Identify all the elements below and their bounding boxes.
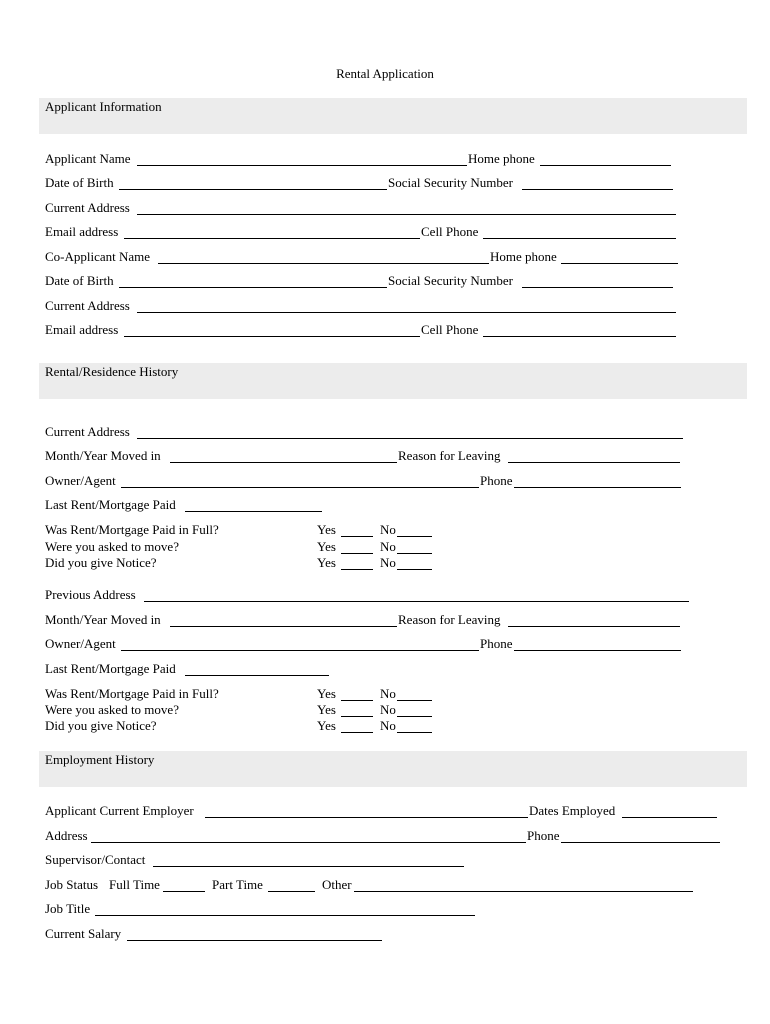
section-title-rental: Rental/Residence History: [45, 364, 179, 379]
row-employer-address: [45, 828, 725, 844]
rental-current-address-field[interactable]: [137, 438, 683, 439]
prev-paid-in-full-yes-field[interactable]: [341, 700, 373, 701]
last-rent-field[interactable]: [185, 511, 322, 512]
row-rental-current-address: [45, 424, 690, 440]
yes-label: Yes: [317, 718, 336, 733]
job-title-label: Job Title: [45, 901, 91, 916]
other-label: Other: [322, 877, 352, 892]
row-co-applicant-current-address: [45, 298, 685, 314]
prev-paid-in-full-yes-no: [317, 686, 417, 702]
row-prev-gave-notice: [45, 718, 445, 734]
current-salary-label: Current Salary: [45, 926, 122, 941]
row-co-applicant-name: [45, 249, 685, 265]
email-label: Email address: [45, 224, 119, 239]
prev-reason-leaving-field[interactable]: [508, 626, 680, 627]
rental-current-address-label: Current Address: [45, 424, 130, 439]
ssn-label: Social Security Number: [388, 175, 513, 190]
no-label: No: [380, 686, 396, 701]
co-email-field[interactable]: [124, 336, 420, 337]
no-label: No: [380, 718, 396, 733]
gave-notice-no-field[interactable]: [397, 569, 432, 570]
full-time-label: Full Time: [109, 877, 160, 892]
yes-label: Yes: [317, 555, 336, 570]
prev-asked-to-move-yes-field[interactable]: [341, 716, 373, 717]
dates-employed-field[interactable]: [622, 817, 717, 818]
cell-phone-label: Cell Phone: [421, 224, 479, 239]
full-time-field[interactable]: [163, 891, 205, 892]
asked-to-move-yes-no: [317, 539, 417, 555]
home-phone-field[interactable]: [540, 165, 671, 166]
row-job-title: [45, 901, 485, 917]
owner-agent-label: Owner/Agent: [45, 473, 116, 488]
no-label: No: [380, 522, 396, 537]
row-job-status: [45, 877, 705, 893]
section-title-applicant: Applicant Information: [45, 99, 162, 114]
co-ssn-label: Social Security Number: [388, 273, 513, 288]
no-label: No: [380, 702, 396, 717]
row-prev-paid-in-full: [45, 686, 445, 702]
gave-notice-yes-field[interactable]: [341, 569, 373, 570]
asked-to-move-yes-field[interactable]: [341, 553, 373, 554]
dob-label: Date of Birth: [45, 175, 114, 190]
part-time-label: Part Time: [212, 877, 263, 892]
last-rent-label: Last Rent/Mortgage Paid: [45, 497, 176, 512]
co-current-address-label: Current Address: [45, 298, 130, 313]
paid-in-full-label: Was Rent/Mortgage Paid in Full?: [45, 522, 219, 537]
co-email-label: Email address: [45, 322, 119, 337]
prev-asked-to-move-yes-no: [317, 702, 417, 718]
row-previous-address: [45, 587, 695, 603]
row-prev-asked-to-move: [45, 702, 445, 718]
yes-label: Yes: [317, 686, 336, 701]
co-dob-label: Date of Birth: [45, 273, 114, 288]
prev-reason-leaving-label: Reason for Leaving: [398, 612, 501, 627]
prev-gave-notice-label: Did you give Notice?: [45, 718, 157, 733]
prev-owner-phone-field[interactable]: [514, 650, 681, 651]
row-current-employer: [45, 803, 725, 819]
row-current-salary: [45, 926, 395, 942]
current-salary-field[interactable]: [127, 940, 382, 941]
row-asked-to-move: [45, 539, 445, 555]
dates-employed-label: Dates Employed: [529, 803, 616, 818]
row-co-applicant-email: [45, 322, 685, 338]
prev-gave-notice-no-field[interactable]: [397, 732, 432, 733]
ssn-field[interactable]: [522, 189, 673, 190]
row-gave-notice: [45, 555, 445, 571]
co-ssn-field[interactable]: [522, 287, 673, 288]
asked-to-move-label: Were you asked to move?: [45, 539, 179, 554]
prev-last-rent-label: Last Rent/Mortgage Paid: [45, 661, 176, 676]
row-rental-moved-in: [45, 448, 690, 464]
prev-owner-phone-label: Phone: [480, 636, 513, 651]
co-dob-field[interactable]: [119, 287, 387, 288]
job-title-field[interactable]: [95, 915, 475, 916]
yes-label: Yes: [317, 702, 336, 717]
paid-in-full-no-field[interactable]: [397, 536, 432, 537]
no-label: No: [380, 539, 396, 554]
current-address-label: Current Address: [45, 200, 130, 215]
email-field[interactable]: [124, 238, 420, 239]
row-applicant-email: [45, 224, 685, 240]
previous-address-field[interactable]: [144, 601, 689, 602]
prev-paid-in-full-label: Was Rent/Mortgage Paid in Full?: [45, 686, 219, 701]
prev-moved-in-field[interactable]: [170, 626, 397, 627]
row-rental-owner: [45, 473, 690, 489]
reason-leaving-field[interactable]: [508, 462, 680, 463]
row-applicant-dob: [45, 175, 675, 191]
prev-moved-in-label: Month/Year Moved in: [45, 612, 161, 627]
reason-leaving-label: Reason for Leaving: [398, 448, 501, 463]
paid-in-full-yes-field[interactable]: [341, 536, 373, 537]
asked-to-move-no-field[interactable]: [397, 553, 432, 554]
current-address-field[interactable]: [137, 214, 676, 215]
dob-field[interactable]: [119, 189, 387, 190]
supervisor-label: Supervisor/Contact: [45, 852, 146, 867]
row-prev-last-rent: [45, 661, 345, 677]
row-paid-in-full: [45, 522, 445, 538]
prev-asked-to-move-label: Were you asked to move?: [45, 702, 179, 717]
prev-paid-in-full-no-field[interactable]: [397, 700, 432, 701]
previous-address-label: Previous Address: [45, 587, 136, 602]
prev-owner-agent-field[interactable]: [121, 650, 479, 651]
section-title-employment: Employment History: [45, 752, 155, 767]
employer-phone-label: Phone: [527, 828, 560, 843]
co-cell-phone-label: Cell Phone: [421, 322, 479, 337]
page-title: Rental Application: [336, 66, 434, 81]
prev-last-rent-field[interactable]: [185, 675, 329, 676]
supervisor-field[interactable]: [153, 866, 464, 867]
co-cell-phone-field[interactable]: [483, 336, 676, 337]
other-field[interactable]: [354, 891, 693, 892]
section-header-applicant: [39, 98, 747, 134]
co-home-phone-field[interactable]: [561, 263, 678, 264]
part-time-field[interactable]: [268, 891, 315, 892]
current-employer-field[interactable]: [205, 817, 528, 818]
owner-phone-field[interactable]: [514, 487, 681, 488]
gave-notice-label: Did you give Notice?: [45, 555, 157, 570]
no-label: No: [380, 555, 396, 570]
yes-label: Yes: [317, 539, 336, 554]
row-supervisor: [45, 852, 475, 868]
moved-in-field[interactable]: [170, 462, 397, 463]
owner-phone-label: Phone: [480, 473, 513, 488]
row-prev-moved-in: [45, 612, 690, 628]
owner-agent-field[interactable]: [121, 487, 479, 488]
yes-label: Yes: [317, 522, 336, 537]
row-applicant-name: [45, 151, 675, 167]
moved-in-label: Month/Year Moved in: [45, 448, 161, 463]
row-rental-last-rent: [45, 497, 345, 513]
prev-owner-agent-label: Owner/Agent: [45, 636, 116, 651]
co-applicant-name-label: Co-Applicant Name: [45, 249, 151, 264]
section-header-rental: [39, 363, 747, 399]
row-applicant-current-address: [45, 200, 685, 216]
current-employer-label: Applicant Current Employer: [45, 803, 194, 818]
prev-asked-to-move-no-field[interactable]: [397, 716, 432, 717]
prev-gave-notice-yes-field[interactable]: [341, 732, 373, 733]
section-header-employment: [39, 751, 747, 787]
paid-in-full-yes-no: [317, 522, 417, 538]
applicant-name-field[interactable]: [137, 165, 467, 166]
cell-phone-field[interactable]: [483, 238, 676, 239]
home-phone-label: Home phone: [468, 151, 535, 166]
co-current-address-field[interactable]: [137, 312, 676, 313]
co-home-phone-label: Home phone: [490, 249, 557, 264]
prev-gave-notice-yes-no: [317, 718, 417, 734]
co-applicant-name-field[interactable]: [158, 263, 489, 264]
gave-notice-yes-no: [317, 555, 417, 571]
employer-address-field[interactable]: [91, 842, 526, 843]
job-status-label: Job Status: [45, 877, 99, 892]
employer-phone-field[interactable]: [561, 842, 720, 843]
applicant-name-label: Applicant Name: [45, 151, 131, 166]
employer-address-label: Address: [45, 828, 88, 843]
row-prev-owner: [45, 636, 690, 652]
row-co-applicant-dob: [45, 273, 685, 289]
